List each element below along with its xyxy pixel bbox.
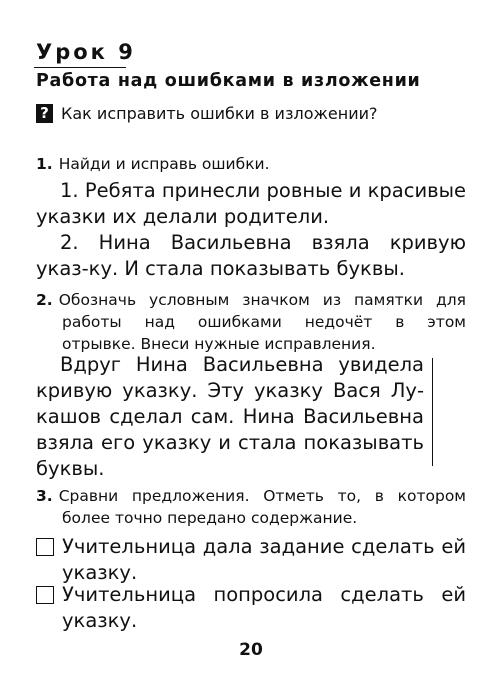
task-1-instruction-text: Найди и исправь ошибки. [58,155,270,173]
task-3-instruction-line-2: более точно передано содержание. [62,509,358,527]
task-1-sentence-1: 1. Ребята принесли ровные и красивые указки их делали родители. [36,179,466,228]
key-question-text: Как исправить ошибки в изложении? [61,104,378,123]
task-2-excerpt: Вдруг Нина Васильевна увидела кривую указку. Эту указку Вася Лу-кашов сделал сам. Нина Васильевна взяла его указку и стала показывать буквы. [36,353,424,480]
task-2-instruction-line-1: 2. Обозначь условным значком из памятки для [36,291,466,309]
task-1-sentence-2: 2. Нина Васильевна взяла кривую указ-ку. И стала показывать буквы. [36,231,466,280]
option-1-checkbox[interactable] [36,538,54,556]
key-question [36,104,377,123]
option-1-text: Учительница дала задание сделать ей указку. [62,535,466,584]
task-3-number: 3. [36,487,53,505]
task-2-instruction-line-3: отрывке. Внеси нужные исправления. [62,335,376,353]
option-2-text: Учительница попросила сделать ей указку. [62,583,466,632]
page-number: 20 [239,640,263,660]
task-1-instruction [36,153,466,175]
task-3-option-2 [36,582,466,634]
task-2-instruction-line-2: работы над ошибками недочёт в этом [62,313,466,331]
task-1-number: 1. [36,155,53,173]
lesson-title: Урок 9 [36,40,136,64]
excerpt-margin-line [432,358,433,466]
lesson-topic: Работа над ошибками в изложении [36,71,421,91]
task-2-number: 2. [36,291,53,309]
lesson-title-underline [34,67,126,68]
task-3-option-1 [36,534,466,586]
question-mark-icon: ? [36,104,53,123]
option-2-checkbox[interactable] [36,586,54,604]
task-3-instruction-line-1: 3. Сравни предложения. Отметь то, в котором [36,487,466,505]
